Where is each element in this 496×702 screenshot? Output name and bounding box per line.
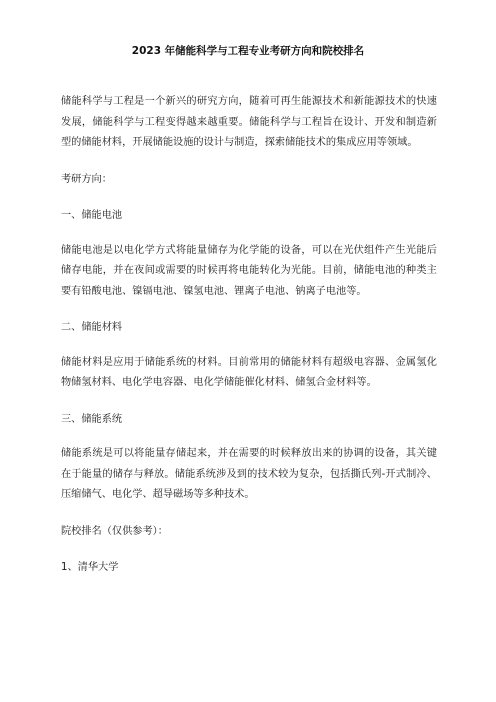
section-body-3: 储能系统是可以将能量存储起来，并在需要的时候释放出来的协调的设备，其关键在于能量的储存与释放。储能系统涉及到的技术较为复杂，包括撕氏列-开式制冷、压缩储气、电化学、超导磁场等多种技术。 bbox=[61, 448, 437, 500]
section-heading-1: 一、储能电池 bbox=[61, 210, 123, 221]
section-body-1: 储能电池是以电化学方式将能量储存为化学能的设备，可以在光伏组件产生光能后储存电能，并在夜间或需要的时候再将电能转化为光能。目前，储能电池的种类主要有铅酸电池、镍镉电池、镍氢电池、锂离子电池、钠离子电池等。 bbox=[61, 244, 437, 297]
intro-paragraph: 储能科学与工程是一个新兴的研究方向，随着可再生能源技术和新能源技术的快速发展，储能科学与工程变得越来越重要。储能科学与工程旨在设计、开发和制造新型的储能材料，开展储能设施的设计与制造，探索储能技术的集成应用等领域。 bbox=[61, 96, 437, 148]
section-body-2: 储能材料是应用于储能系统的材料。目前常用的储能材料有超级电容器、金属氢化物储氢材料、电化学电容器、电化学储能催化材料、储氢合金材料等。 bbox=[61, 356, 437, 388]
document-body bbox=[61, 92, 437, 579]
document-title: 2023 年储能科学与工程专业考研方向和院校排名 bbox=[131, 45, 365, 57]
ranking-heading: 院校排名（仅供参考）： bbox=[61, 525, 168, 537]
directions-heading: 考研方向： bbox=[61, 173, 112, 185]
section-heading-2: 二、储能材料 bbox=[61, 322, 123, 333]
section-heading-3: 三、储能系统 bbox=[61, 413, 123, 425]
ranking-item-1: 1、清华大学 bbox=[61, 562, 119, 573]
